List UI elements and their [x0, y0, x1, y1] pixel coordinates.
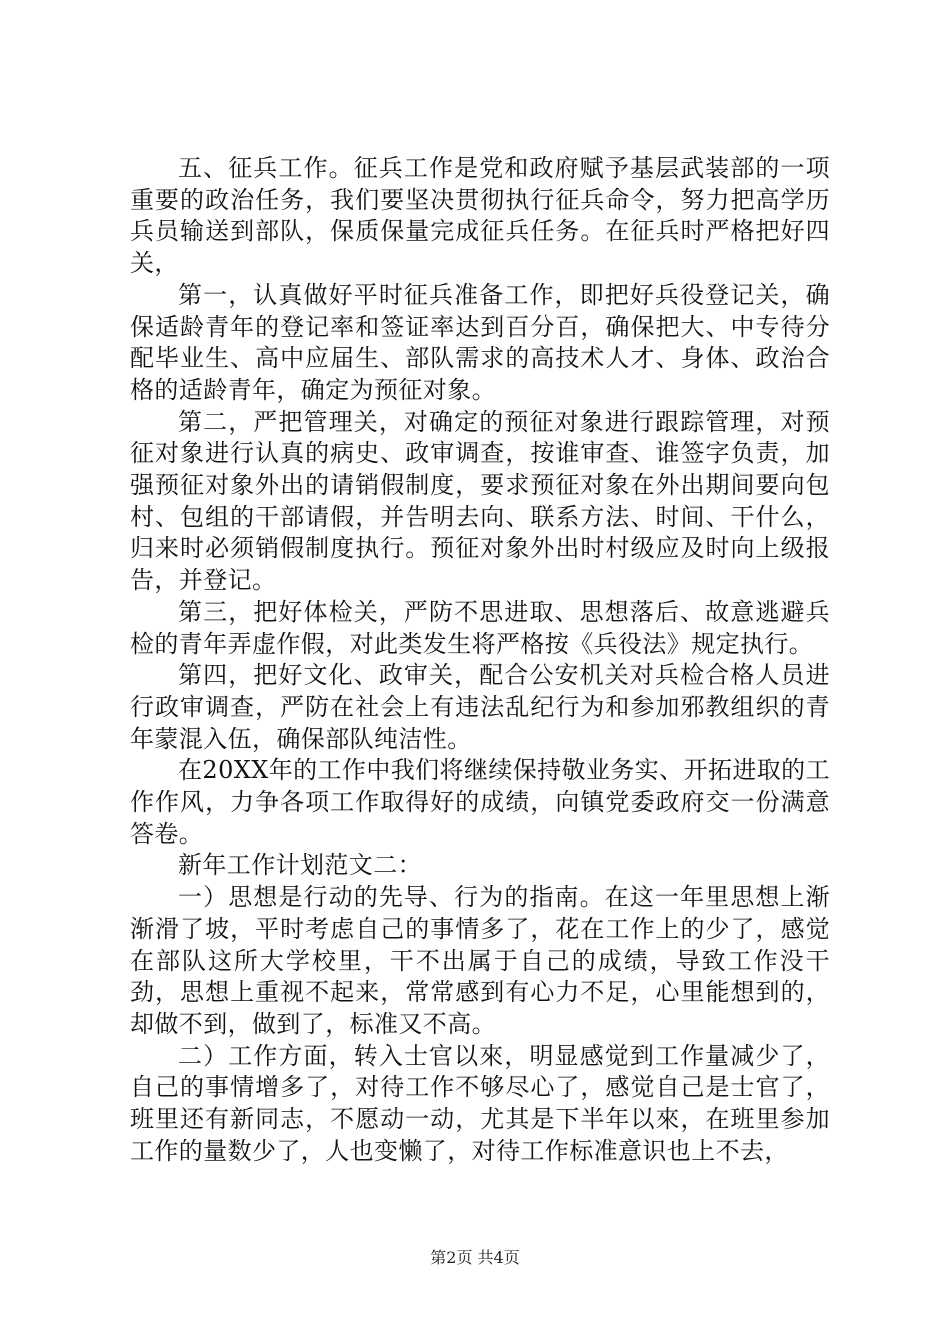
paragraph-closing: 在20XX年的工作中我们将继续保持敬业务实、开拓进取的工作作风，力争各项工作取得好的成绩，向镇党委政府交一份满意答卷。: [130, 756, 830, 848]
paragraph-third-checkpoint: 第三，把好体检关，严防不思进取、思想落后、故意逃避兵检的青年弄虚作假，对此类发生将严格按《兵役法》规定执行。: [130, 597, 830, 658]
paragraph-conscription: 五、征兵工作。征兵工作是党和政府赋予基层武装部的一项重要的政治任务，我们要坚决贯彻执行征兵命令，努力把高学历兵员输送到部队，保质保量完成征兵任务。在征兵时严格把好四关，: [130, 154, 830, 278]
paragraph-first-checkpoint: 第一，认真做好平时征兵准备工作，即把好兵役登记关，确保适龄青年的登记率和签证率达到百分百，确保把大、中专待分配毕业生、高中应届生、部队需求的高技术人才、身体、政治合格的适龄青年，确定为预征对象。: [130, 280, 830, 404]
section-heading: 新年工作计划范文二：: [178, 851, 422, 880]
document-body: [130, 153, 830, 1168]
paragraph-work: 二）工作方面，转入士官以來，明显感觉到工作量减少了，自己的事情增多了，对待工作不够尽心了，感觉自己是士官了，班里还有新同志，不愿动一动，尤其是下半年以來，在班里参加工作的量数少了，人也变懒了，对待工作标准意识也上不去，: [130, 1041, 830, 1165]
paragraph-fourth-checkpoint: 第四，把好文化、政审关，配合公安机关对兵检合格人员进行政审调查，严防在社会上有违法乱纪行为和参加邪教组织的青年蒙混入伍，确保部队纯洁性。: [130, 661, 830, 753]
page-number-footer: 第2页 共4页: [430, 1248, 520, 1267]
paragraph-second-checkpoint: 第二，严把管理关，对确定的预征对象进行跟踪管理，对预征对象进行认真的病史、政审调查，按谁审查、谁签字负责，加强预征对象外出的请销假制度，要求预征对象在外出期间要向包村、包组的干部请假，并告明去向、联系方法、时间、干什么，归来时必须销假制度执行。预征对象外出时村级应及时向上级报告，并登记。: [130, 407, 830, 595]
paragraph-thinking: 一）思想是行动的先导、行为的指南。在这一年里思想上渐渐滑了坡，平时考虑自己的事情多了，花在工作上的少了，感觉在部队这所大学校里，干不出属于自己的成绩，导致工作没干劲，思想上重视不起来，常常感到有心力不足，心里能想到的，却做不到，做到了，标准又不高。: [130, 883, 830, 1038]
